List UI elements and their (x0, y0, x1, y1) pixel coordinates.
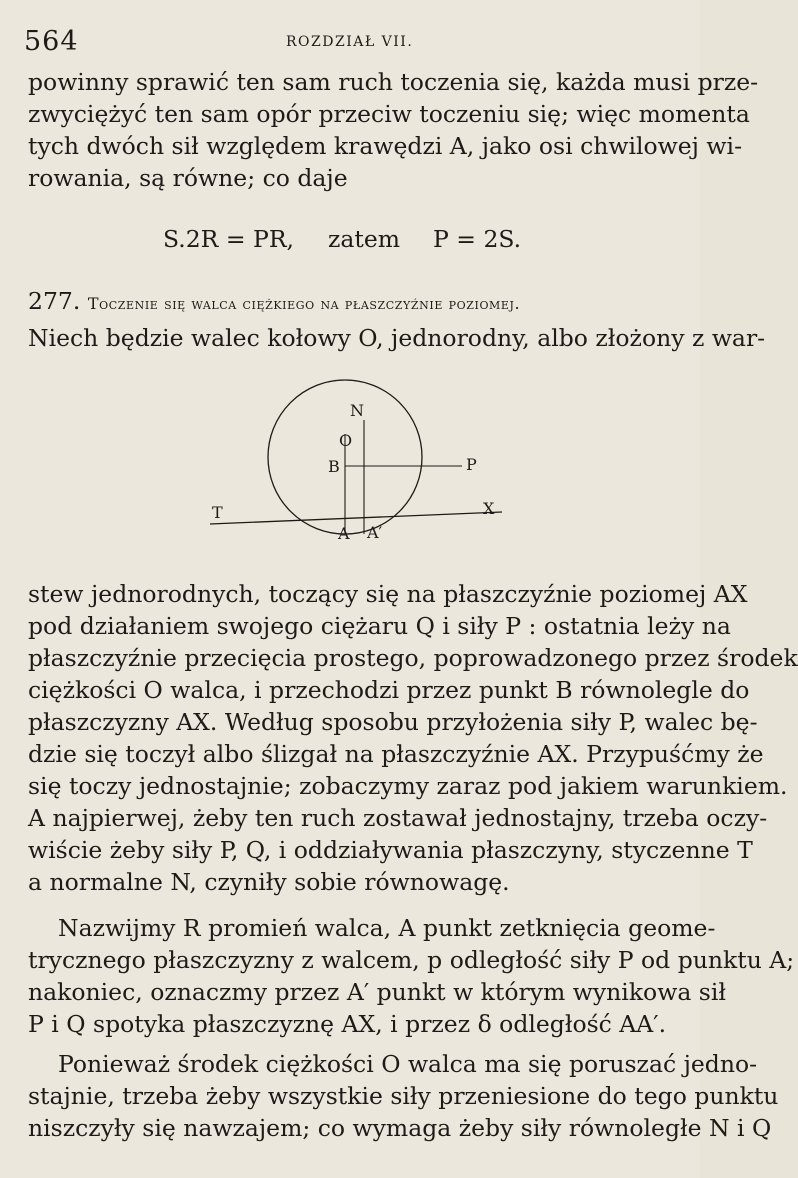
text-line: a normalne N, czyniły sobie równowagę. (28, 868, 510, 896)
text-line: Nazwijmy R promień walca, A punkt zetknięcia geome- (58, 914, 716, 942)
section-number: 277. (28, 287, 81, 315)
cylinder-diagram (200, 372, 520, 552)
paragraph-3 (28, 912, 795, 1040)
text-line: A najpierwej, żeby ten ruch zostawał jednostajny, trzeba oczy- (28, 804, 768, 832)
text-line: tych dwóch sił względem krawędzi A, jako osi chwilowej wi- (28, 132, 743, 160)
text-line: powinny sprawić ten sam ruch toczenia się, każda musi prze- (28, 68, 759, 96)
diagram-label-n: N (350, 401, 364, 420)
text-line: Niech będzie walec kołowy O, jednorodny, albo złożony z war- (28, 324, 766, 352)
paragraph-2 (28, 578, 798, 898)
diagram-label-p: P (466, 455, 477, 474)
equation-left: S.2R = PR, (163, 225, 294, 253)
text-line: stew jednorodnych, toczący się na płaszczyźnie poziomej AX (28, 580, 748, 608)
equation-middle: zatem (328, 225, 401, 253)
paragraph-1 (28, 66, 759, 194)
text-line: płaszczyźnie przecięcia prostego, poprowadzonego przez środek (28, 644, 798, 672)
running-head: ROZDZIAŁ VII. (286, 34, 414, 50)
text-line: płaszczyzny AX. Według sposobu przyłożenia siły P, walec bę- (28, 708, 758, 736)
equation (28, 225, 658, 257)
diagram-label-x: X (483, 499, 495, 518)
text-line: dzie się toczył albo ślizgał na płaszczyźnie AX. Przypuśćmy że (28, 740, 764, 768)
text-line: nakoniec, oznaczmy przez A′ punkt w którym wynikowa sił (28, 978, 727, 1006)
page-number: 564 (24, 26, 79, 57)
text-line: stajnie, trzeba żeby wszystkie siły przeniesione do tego punktu (28, 1082, 779, 1110)
equation-right: P = 2S. (433, 225, 522, 253)
text-line: P i Q spotyka płaszczyznę AX, i przez δ odległość AA′. (28, 1010, 667, 1038)
diagram-label-a-prime: A′ (367, 523, 383, 542)
paragraph-4 (28, 1048, 779, 1144)
text-line: rowania, są równe; co daje (28, 164, 348, 192)
text-line: wiście żeby siły P, Q, i oddziaływania płaszczyny, styczenne T (28, 836, 753, 864)
text-line: się toczy jednostajnie; zobaczymy zaraz pod jakiem warunkiem. (28, 772, 788, 800)
plane-line-ax (210, 512, 502, 524)
section-title: Toczenie się walca ciężkiego na płaszczyźnie poziomej. (87, 294, 521, 313)
diagram-label-b: B (328, 457, 340, 476)
text-line: zwyciężyć ten sam opór przeciw toczeniu się; więc momenta (28, 100, 750, 128)
diagram-label-a: A (338, 524, 350, 543)
paragraph-2-intro (28, 322, 766, 354)
text-line: trycznego płaszczyzny z walcem, p odległość siły P od punktu A; (28, 946, 795, 974)
diagram-label-o: O (339, 431, 353, 450)
page-header (24, 22, 664, 58)
text-line: pod działaniem swojego ciężaru Q i siły P : ostatnia leży na (28, 612, 731, 640)
text-line: ciężkości O walca, i przechodzi przez punkt B równolegle do (28, 676, 750, 704)
section-heading (28, 285, 658, 320)
text-line: niszczyły się nawzajem; co wymaga żeby siły równoległe N i Q (28, 1114, 772, 1142)
diagram-label-t: T (212, 503, 223, 522)
text-line: Ponieważ środek ciężkości O walca ma się poruszać jedno- (58, 1050, 758, 1078)
